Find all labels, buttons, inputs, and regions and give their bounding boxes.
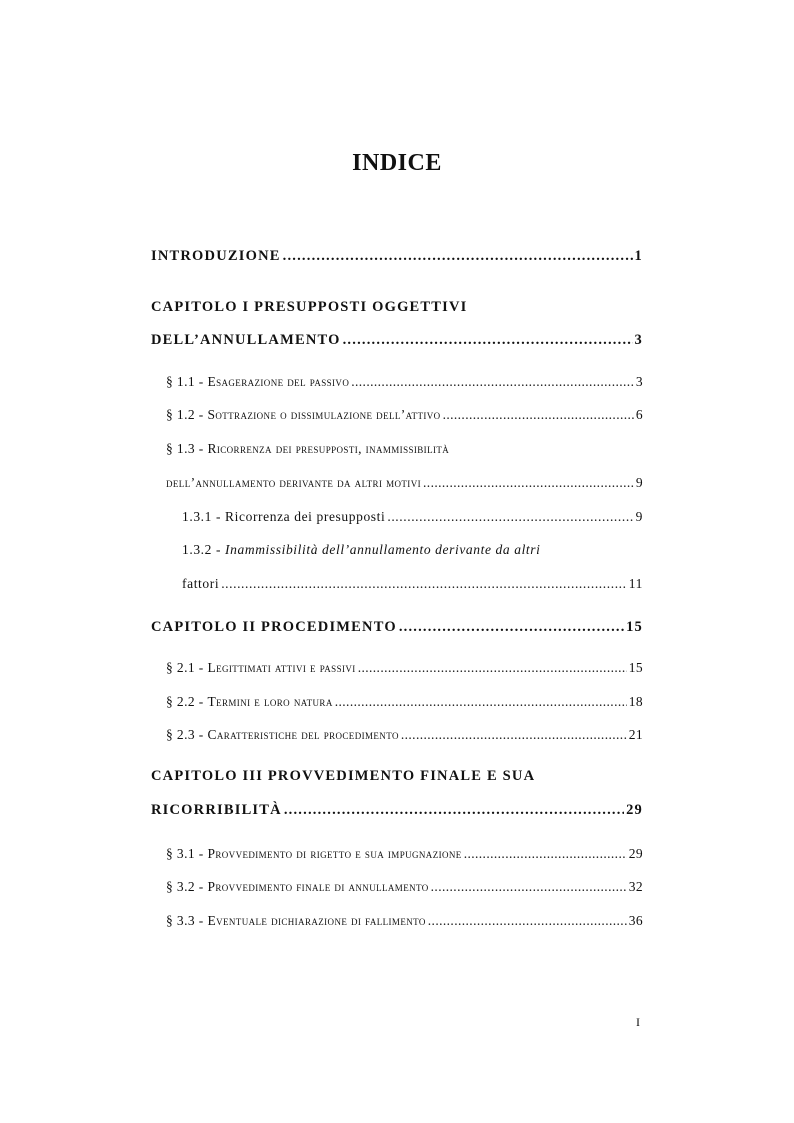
toc-label: dell’annullamento derivante da altri motivi	[166, 475, 422, 490]
leader-dots	[284, 802, 624, 819]
toc-section-number: § 2.1 -	[166, 660, 208, 675]
toc-label: CAPITOLO II PROCEDIMENTO	[151, 619, 397, 635]
toc-label: Provvedimento di rigetto e sua impugnazione	[207, 846, 462, 861]
leader-dots	[387, 509, 633, 525]
toc-section-number: § 3.3 -	[166, 913, 208, 928]
toc-page-number: 21	[628, 727, 643, 742]
toc-label: INTRODUZIONE	[151, 248, 281, 264]
toc-section-number: § 1.3 -	[166, 441, 208, 456]
toc-entry-section-1-1[interactable]	[166, 374, 643, 390]
toc-page-number: 11	[628, 576, 643, 591]
leader-dots	[431, 879, 627, 895]
toc-section-number: § 1.2 -	[166, 407, 208, 422]
toc-label: Esagerazione del passivo	[207, 374, 350, 389]
toc-section-number: § 2.2 -	[166, 694, 208, 709]
toc-section-number: § 2.3 -	[166, 727, 208, 742]
toc-section-number: § 3.2 -	[166, 879, 208, 894]
toc-entry-section-3-2[interactable]	[166, 879, 643, 895]
toc-entry-introduzione[interactable]	[151, 248, 643, 265]
toc-entry-subsection-1-3-2[interactable]	[182, 576, 643, 592]
toc-subsection-1-3-2-line1[interactable]	[182, 542, 540, 558]
toc-page-number: 3	[634, 332, 643, 348]
toc-page-number: 29	[628, 846, 643, 861]
toc-entry-section-2-2[interactable]	[166, 694, 643, 710]
toc-entry-chapter-1[interactable]	[151, 332, 643, 349]
leader-dots	[428, 913, 627, 929]
toc-page-number: 1	[634, 248, 643, 264]
leader-dots	[335, 694, 627, 710]
toc-label: Eventuale dichiarazione di fallimento	[207, 913, 426, 928]
toc-label: DELL’ANNULLAMENTO	[151, 332, 341, 348]
toc-chapter-1-line1[interactable]: CAPITOLO I PRESUPPOSTI OGGETTIVI	[151, 299, 468, 315]
toc-label: RICORRIBILITÀ	[151, 802, 282, 818]
toc-entry-section-3-3[interactable]	[166, 913, 643, 929]
toc-page-number: 15	[626, 619, 643, 635]
leader-dots	[343, 332, 633, 349]
toc-entry-section-1-3[interactable]	[166, 475, 643, 491]
leader-dots	[283, 248, 633, 265]
toc-section-number: 1.3.2 -	[182, 542, 226, 557]
toc-section-number: § 1.1 -	[166, 374, 208, 389]
toc-label: 1.3.1 - Ricorrenza dei presupposti	[182, 509, 386, 524]
toc-label: Termini e loro natura	[207, 694, 333, 709]
toc-label: Ricorrenza dei presupposti, inammissibilità	[207, 441, 450, 456]
toc-entry-section-2-1[interactable]	[166, 660, 643, 676]
toc-page-number: 6	[635, 407, 643, 422]
toc-entry-section-3-1[interactable]	[166, 846, 643, 862]
toc-label: Provvedimento finale di annullamento	[207, 879, 429, 894]
toc-label: Sottrazione o dissimulazione dell’attivo	[207, 407, 441, 422]
toc-chapter-3-line1[interactable]: CAPITOLO III PROVVEDIMENTO FINALE E SUA	[151, 768, 536, 784]
leader-dots	[423, 475, 634, 491]
toc-section-1-3-line1[interactable]	[166, 441, 449, 457]
toc-label: Legittimati attivi e passivi	[207, 660, 356, 675]
page-title: INDICE	[352, 150, 442, 176]
leader-dots	[464, 846, 627, 862]
toc-page-number: 29	[626, 802, 643, 818]
toc-page-number: 18	[628, 694, 643, 709]
toc-entry-chapter-2[interactable]	[151, 619, 643, 636]
toc-page-number: 36	[628, 913, 643, 928]
toc-entry-section-1-2[interactable]	[166, 407, 643, 423]
leader-dots	[221, 576, 627, 592]
toc-page-number: 9	[635, 475, 643, 490]
toc-label: Caratteristiche del procedimento	[207, 727, 399, 742]
toc-entry-chapter-3[interactable]	[151, 802, 643, 819]
leader-dots	[399, 619, 624, 636]
toc-page-number: 15	[628, 660, 643, 675]
leader-dots	[401, 727, 627, 743]
toc-page-number: 9	[635, 509, 643, 524]
toc-section-number: § 3.1 -	[166, 846, 208, 861]
toc-entry-subsection-1-3-1[interactable]	[182, 509, 643, 525]
toc-label: fattori	[182, 576, 220, 591]
leader-dots	[443, 407, 634, 423]
toc-page-number: 32	[628, 879, 643, 894]
leader-dots	[351, 374, 634, 390]
page-folio: I	[636, 1015, 640, 1029]
toc-entry-section-2-3[interactable]	[166, 727, 643, 743]
leader-dots	[358, 660, 627, 676]
toc-label: Inammissibilità dell’annullamento derivante da altri	[225, 542, 541, 557]
toc-page-number: 3	[635, 374, 643, 389]
